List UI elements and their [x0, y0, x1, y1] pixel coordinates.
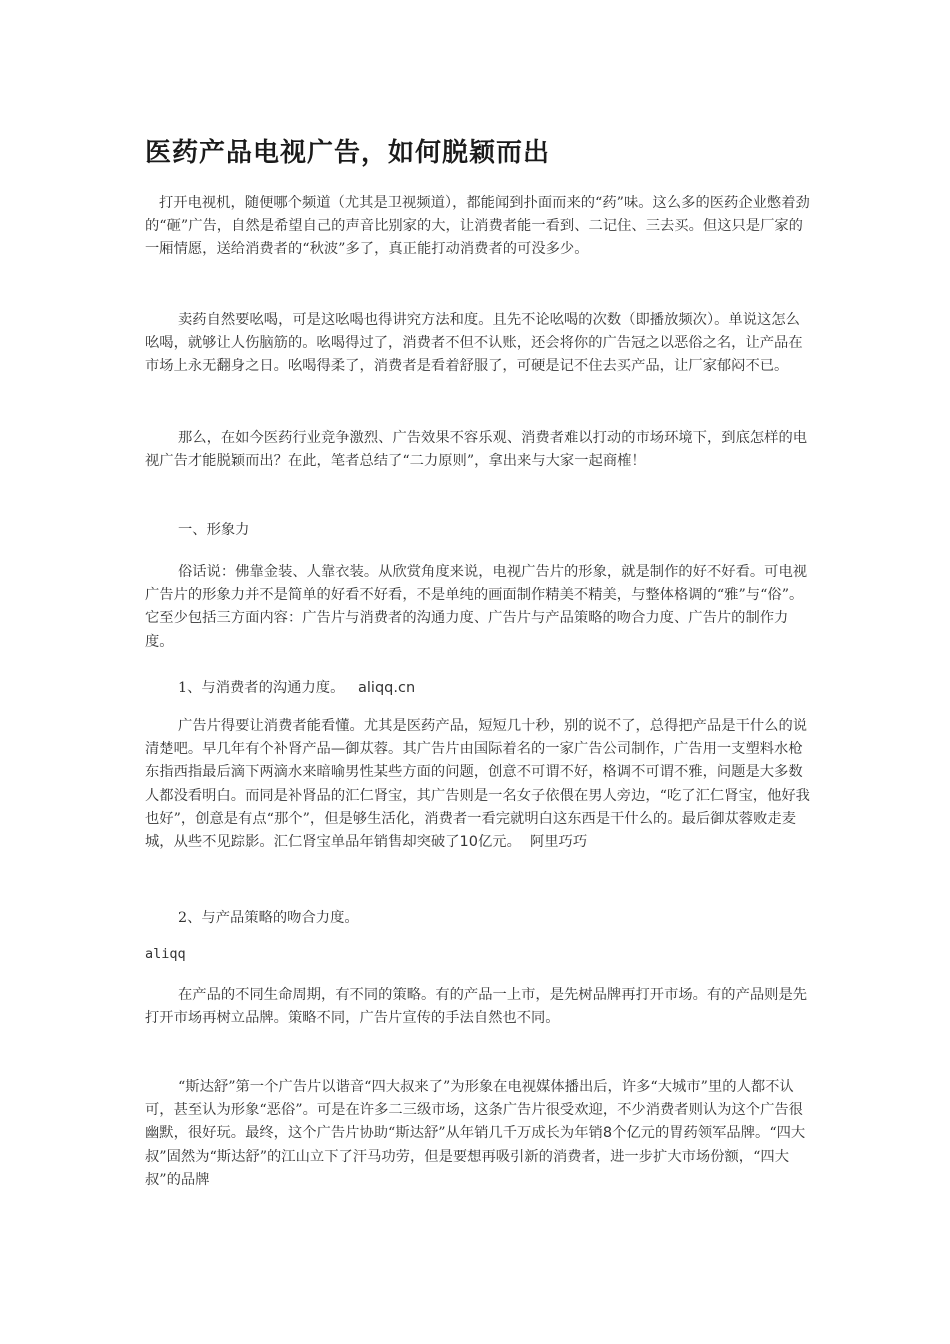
- watermark-aliqiaoqiao: 阿里巧巧: [529, 834, 588, 851]
- subheading-strategy: 2、与产品策略的吻合力度。: [178, 910, 359, 926]
- paragraph-intro: 打开电视机，随便哪个频道（尤其是卫视频道），都能闻到扑面而来的“药”味。这么多的医药企业憋着劲的“砸”广告，自然是希望自己的声音比别家的大，让消费者能一看到、二记住、三去买。但这只是厂家的一厢情愿，送给消费者的“秋波”多了，真正能打动消费者的可没多少。: [145, 195, 810, 258]
- paragraph-lifecycle: 在产品的不同生命周期，有不同的策略。有的产品一上市，是先树品牌再打开市场。有的产品则是先打开市场再树立品牌。策略不同，广告片宣传的手法自然也不同。: [145, 987, 808, 1027]
- paragraph-sidashu-text: “斯达舒”第一个广告片以谐音“四大叔来了”为形象在电视媒体播出后，许多“大城市”里的人都不认可，甚至认为形象“恶俗”。可是在许多二三级市场，这条广告片很受欢迎，不少消费者则认为这个广告很幽默，很好玩。最终，这个广告片协助“斯达舒”从年销几千万成长为年销: [145, 1079, 803, 1142]
- paragraph-principle: 那么，在如今医药行业竞争激烈、广告效果不容乐观、消费者难以打动的市场环境下，到底怎样的电视广告才能脱颖而出？在此，笔者总结了“二力原则”，拿出来与大家一起商榷！: [145, 430, 808, 470]
- paragraph-communication-text: 广告片得要让消费者能看懂。尤其是医药产品，短短几十秒，别的说不了，总得把产品是干什么的说清楚吧。早几年有个补肾产品—御苁蓉。其广告片由国际着名的一家广告公司制作，广告用一支塑料水枪东指西指最后滴下两滴水来暗喻男性某些方面的问题，创意不可谓不好，格调不可谓不雅，问题是大多数人都没看明白。而同是补肾品的汇仁肾宝，其广告则是一名女子依偎在男人旁边，“吃了汇仁肾宝，他好我也好”，创意是有点“那个”，但是够生活化，消费者一看完就明白这东西是干什么的。最后御苁蓉败走麦城，从些不见踪影。汇仁肾宝单品年销售却突破了: [145, 718, 810, 851]
- unit-yiyuan: 亿元。: [477, 834, 521, 851]
- paragraph-shouting: 卖药自然要吆喝，可是这吆喝也得讲究方法和度。且先不论吆喝的次数（即播放频次）。单说这怎么吆喝，就够让人伤脑筋的。吆喝得过了，消费者不但不认账，还会将你的广告冠之以恶俗之名，让产品在市场上永无翻身之日。吆喝得柔了，消费者是看着舒服了，可硬是记不住去买产品，让厂家郁闷不已。: [145, 312, 803, 375]
- watermark-aliqq: aliqq: [145, 946, 186, 962]
- number-8: 8: [602, 1125, 613, 1142]
- page-title: 医药产品电视广告，如何脱颖而出: [145, 138, 551, 168]
- paragraph-sidashu-cont: 个亿元的胃药领军品牌。“四大叔”固然为“斯达舒”的江山立下了汗马功劳，但是要想再吸引新的消费者，进一步扩大市场份额，“四大叔”的品牌: [145, 1125, 806, 1188]
- number-10: 10: [459, 834, 478, 851]
- paragraph-sidashu: [145, 1076, 810, 1192]
- paragraph-image-power: 俗话说：佛靠金装、人靠衣装。从欣赏角度来说，电视广告片的形象，就是制作的好不好看。可电视广告片的形象力并不是简单的好看不好看，不是单纯的画面制作精美不精美，与整体格调的“雅”与“俗”。它至少包括三方面内容：广告片与消费者的沟通力度、广告片与产品策略的吻合力度、广告片的制作力度。: [145, 564, 808, 650]
- subheading-communication-text: 1、与消费者的沟通力度。: [178, 680, 345, 696]
- subheading-communication: [145, 677, 810, 700]
- heading-image-power: 一、形象力: [178, 522, 250, 538]
- watermark-aliqq-cn: aliqq.cn: [358, 680, 416, 696]
- paragraph-communication: [145, 715, 810, 854]
